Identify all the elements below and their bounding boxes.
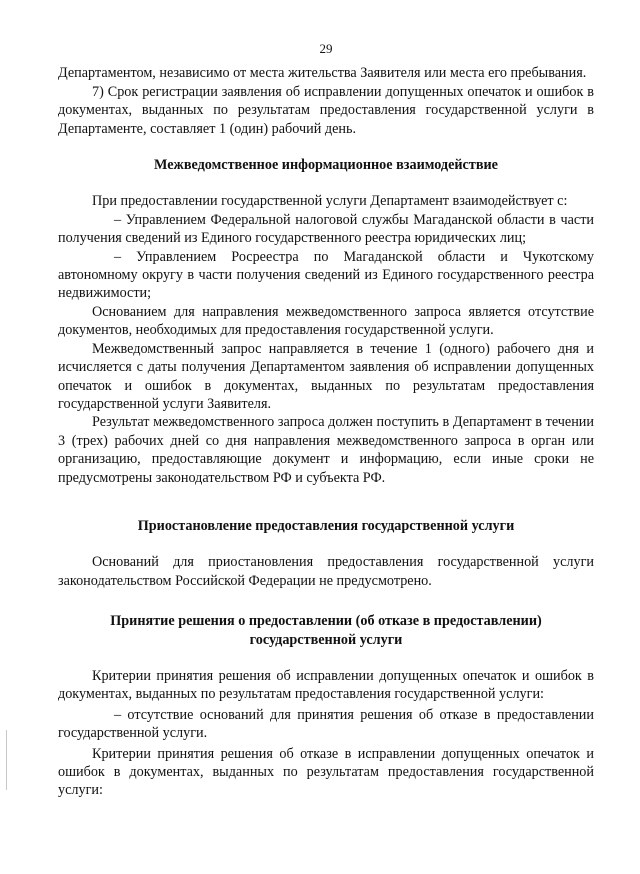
section-heading-decision: Принятие решения о предоставлении (об отказе в предоставлении) государственной услуги [110,613,542,648]
paragraph-criteria-correction: Критерии принятия решения об исправлении допущенных опечаток и ошибок в документах, выданных по результатам предоставления государственной услуги: [58,667,594,703]
paragraph-interacts-with: При предоставлении государственной услуги Департамент взаимодействует с: [92,193,568,210]
paragraph-request-timing: Межведомственный запрос направляется в течение 1 (одного) рабочего дня и исчисляется с даты получения Департаментом заявления об исправлении допущенных опечаток и ошибок в документах, выданных по результатам предоставления государственной услуги Заявителя. [58,340,594,412]
list-item-tax-service: – Управлением Федеральной налоговой службы Магаданской области в части получения сведений из Единого государственного реестра юридических лиц; [58,211,594,247]
paragraph-no-suspension: Оснований для приостановления предоставления государственной услуги законодательством Российской Федерации не предусмотрено. [58,554,594,589]
section-heading-interagency: Межведомственное информационное взаимодействие [154,157,498,174]
page-number: 29 [319,41,333,56]
list-item-rosreestr: – Управлением Росреестра по Магаданской области и Чукотскому автономному округу в части получения сведений из Единого государственного реестра недвижимости; [58,248,594,302]
list-item-no-refusal-grounds: – отсутствие оснований для принятия решения об отказе в предоставлении государственной услуги. [58,706,594,742]
paragraph-continuation: Департаментом, независимо от места жительства Заявителя или места его пребывания. [58,65,587,82]
paragraph-request-result: Результат межведомственного запроса должен поступить в Департамент в течении 3 (трех) рабочих дней со дня направления межведомственного запроса в орган или организацию, предоставляющие документ и информацию, если иные сроки не предусмотрены законодательством РФ и субъекта РФ. [58,414,594,486]
document-page [58,40,594,800]
paragraph-item-7: 7) Срок регистрации заявления об исправлении допущенных опечаток и ошибок в документах, выданных по результатам предоставления государственной услуги в Департаменте, составляет 1 (один) рабочий день. [58,83,594,137]
paragraph-request-basis: Основанием для направления межведомственного запроса является отсутствие документов, необходимых для предоставления государственной услуги. [58,303,594,339]
scan-edge-mark [6,730,7,790]
paragraph-criteria-refusal: Критерии принятия решения об отказе в исправлении допущенных опечаток и ошибок в документах, выданных по результатам предоставления государственной услуги: [58,745,594,799]
section-heading-suspension: Приостановление предоставления государственной услуги [137,517,515,534]
